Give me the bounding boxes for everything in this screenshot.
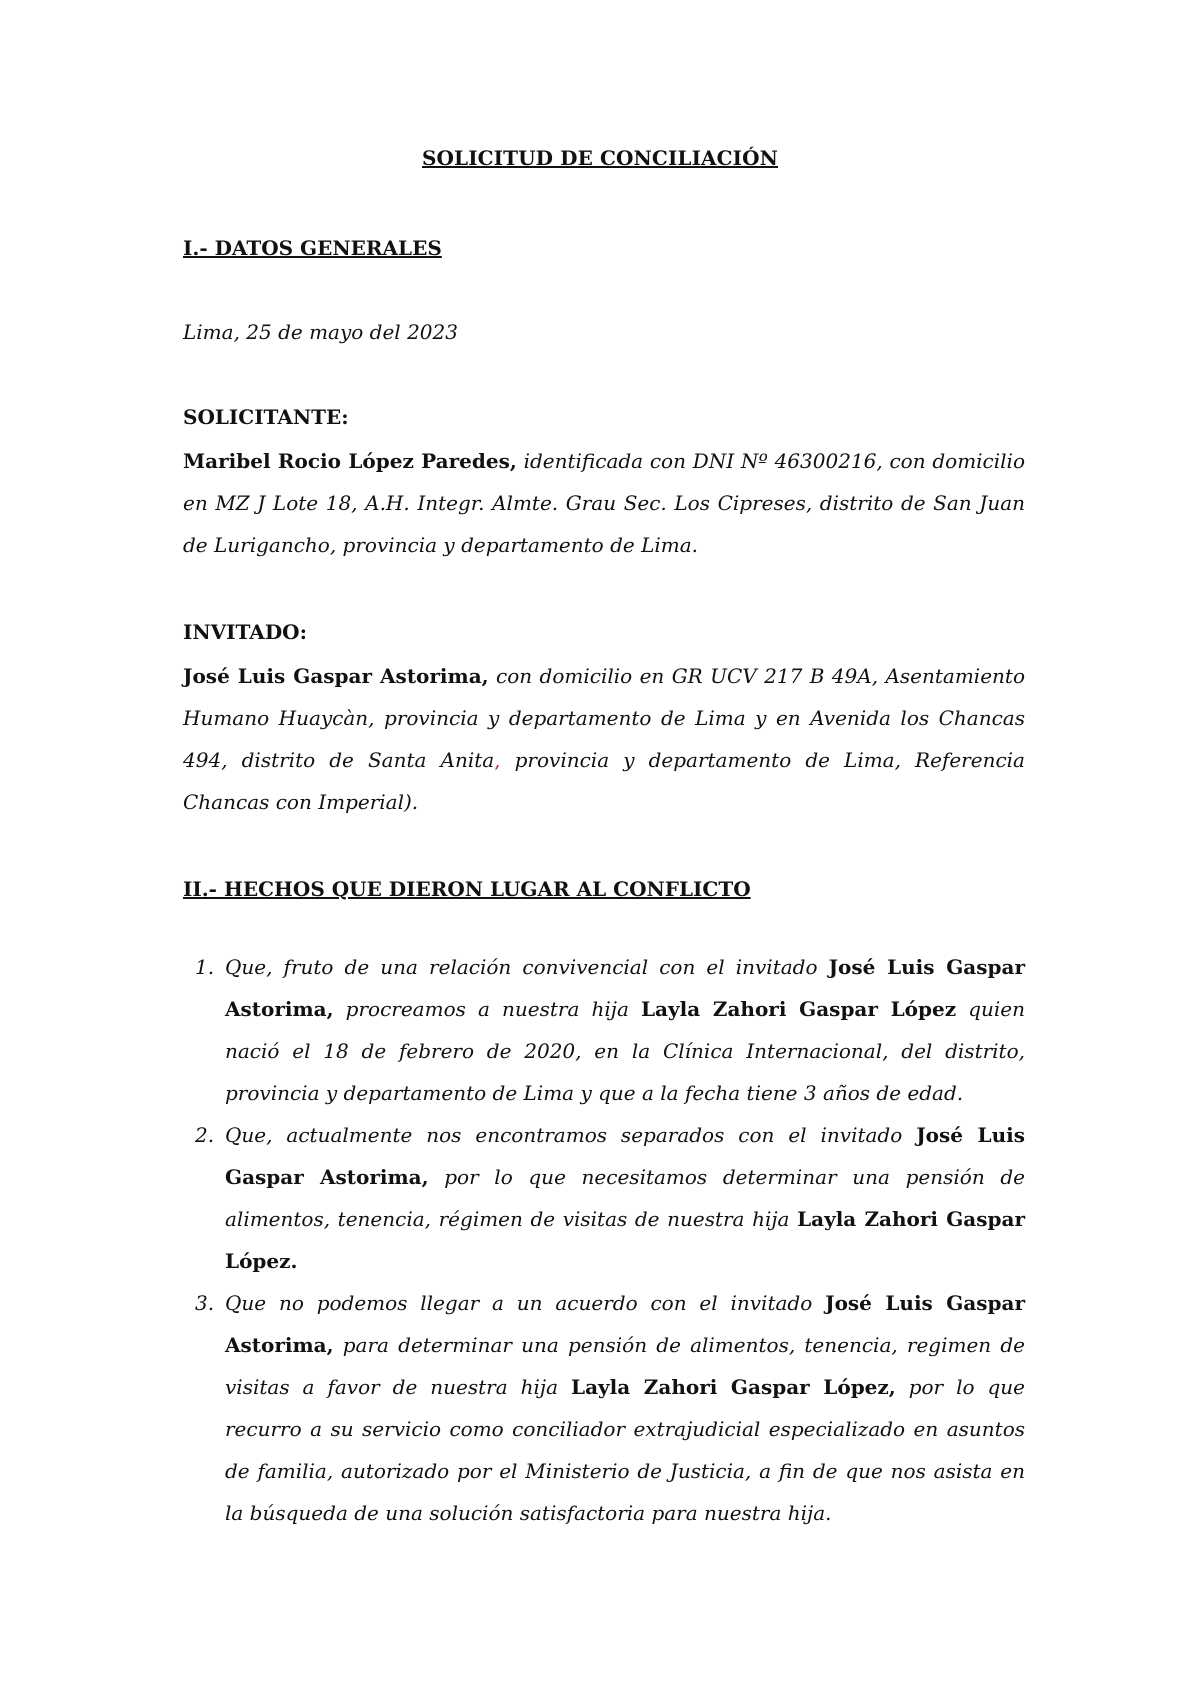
invitado-red-comma: ,	[494, 748, 501, 772]
invitado-name: José Luis Gaspar Astorima,	[183, 664, 489, 688]
solicitante-paragraph	[183, 440, 1025, 566]
fact-bold-name: Layla Zahori Gaspar López.	[225, 1207, 1025, 1273]
fact-bold-name: José Luis Gaspar Astorima,	[225, 955, 1025, 1021]
fact-bold-name: José Luis Gaspar Astorima,	[225, 1291, 1026, 1357]
fact-number: 1.	[195, 955, 215, 979]
fact-number: 2.	[195, 1123, 215, 1147]
facts-list	[0, 946, 1025, 1534]
fact-text: Que, fruto de una relación convivencial con el invitado	[225, 955, 829, 979]
invitado-paragraph	[183, 655, 1025, 823]
fact-text: por lo que recurro a su servicio como conciliador extrajudicial especializado en asuntos de familia, autorizado por el Ministerio de Justicia, a fin de que nos asista en la búsqueda de una solución satisfactoria para nuestra hija.	[225, 1375, 1025, 1525]
fact-bold-name: Layla Zahori Gaspar López	[640, 997, 957, 1021]
section-heading-hechos: II.- HECHOS QUE DIERON LUGAR AL CONFLICTO	[183, 877, 751, 901]
solicitante-name: Maribel Rocio López Paredes,	[183, 449, 517, 473]
fact-bold-name: José Luis Gaspar Astorima,	[225, 1123, 1025, 1189]
document-title: SOLICITUD DE CONCILIACIÓN	[421, 146, 779, 170]
fact-item-2	[195, 1114, 1025, 1282]
section-heading-datos-generales: I.- DATOS GENERALES	[183, 236, 442, 260]
fact-text: quien nació el 18 de febrero de 2020, en la Clínica Internacional, del distrito, provincia y departamento de Lima y que a la fecha tiene 3 años de edad.	[225, 997, 1025, 1105]
solicitante-label: SOLICITANTE:	[183, 405, 349, 429]
fact-text: para determinar una pensión de alimentos, tenencia, regimen de visitas a favor de nuestra hija	[225, 1333, 1025, 1399]
invitado-details-b: provincia y departamento de Lima, Referencia Chancas con Imperial).	[183, 748, 1025, 814]
fact-text: por lo que necesitamos determinar una pensión de alimentos, tenencia, régimen de visitas de nuestra hija	[225, 1165, 1025, 1231]
fact-item-3	[195, 1282, 1026, 1534]
fact-bold-name: Layla Zahori Gaspar López,	[571, 1375, 896, 1399]
fact-text: procreamos a nuestra hija	[333, 997, 641, 1021]
invitado-label: INVITADO:	[183, 620, 307, 644]
fact-item-1	[195, 946, 1025, 1114]
fact-number: 3.	[195, 1291, 215, 1315]
fact-text: Que no podemos llegar a un acuerdo con el invitado	[225, 1291, 826, 1315]
solicitante-details: identificada con DNI Nº 46300216, con domicilio en MZ J Lote 18, A.H. Integr. Almte. Grau Sec. Los Cipreses, distrito de San Juan de Lurigancho, provincia y departamento de Lima.	[183, 449, 1025, 557]
date-line: Lima, 25 de mayo del 2023	[183, 320, 458, 344]
fact-text: Que, actualmente nos encontramos separados con el invitado	[225, 1123, 917, 1147]
invitado-details-a: con domicilio en GR UCV 217 B 49A, Asentamiento Humano Huaycàn, provincia y departamento de Lima y en Avenida los Chancas 494, distrito de Santa Anita	[183, 664, 1025, 772]
